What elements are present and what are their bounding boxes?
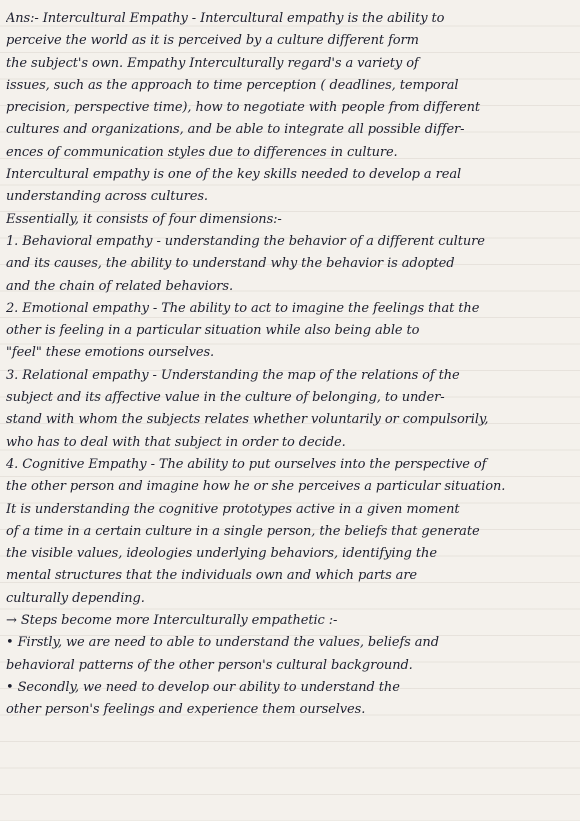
note-line: the subject's own. Empathy Interculturally regard's a variety of	[6, 55, 419, 71]
note-line: of a time in a certain culture in a single person, the beliefs that generate	[6, 523, 480, 539]
note-line: • Firstly, we are need to able to understand the values, beliefs and	[6, 635, 439, 651]
note-line: 3. Relational empathy - Understanding the map of the relations of the	[6, 367, 460, 383]
note-line: behavioral patterns of the other person's cultural background.	[6, 657, 413, 673]
note-line: mental structures that the individuals own and which parts are	[6, 568, 418, 584]
note-line: the visible values, ideologies underlying behaviors, identifying the	[6, 546, 437, 562]
note-line: other person's feelings and experience them ourselves.	[6, 702, 366, 718]
note-line: subject and its affective value in the culture of belonging, to under-	[6, 390, 445, 406]
note-line: other is feeling in a particular situation while also being able to	[6, 323, 420, 339]
note-line: Intercultural empathy is one of the key skills needed to develop a real	[6, 167, 462, 183]
note-line: Ans:- Intercultural Empathy - Intercultural empathy is the ability to	[6, 11, 445, 26]
note-line: the other person and imagine how he or she perceives a particular situation.	[6, 479, 506, 495]
note-line: 2. Emotional empathy - The ability to act to imagine the feelings that the	[6, 300, 480, 316]
note-line: and the chain of related behaviors.	[6, 278, 234, 294]
note-line: Essentially, it consists of four dimensions:-	[6, 211, 282, 227]
note-line: It is understanding the cognitive prototypes active in a given moment	[6, 501, 460, 517]
note-line: ences of communication styles due to differences in culture.	[6, 144, 398, 160]
note-line: and its causes, the ability to understand why the behavior is adopted	[6, 256, 455, 272]
note-line: cultures and organizations, and be able to integrate all possible differ-	[6, 122, 465, 138]
note-line: precision, perspective time), how to negotiate with people from different	[6, 100, 480, 116]
note-line: perceive the world as it is perceived by a culture different form	[6, 33, 419, 49]
note-line: • Secondly, we need to develop our ability to understand the	[6, 679, 400, 695]
note-line: 4. Cognitive Empathy - The ability to put ourselves into the perspective of	[6, 456, 487, 472]
note-line: culturally depending.	[6, 590, 145, 606]
note-line: → Steps become more Interculturally empathetic :-	[6, 613, 338, 629]
note-line: "feel" these emotions ourselves.	[6, 345, 215, 361]
note-line: understanding across cultures.	[6, 189, 208, 205]
note-line: who has to deal with that subject in order to decide.	[6, 434, 346, 450]
note-line: issues, such as the approach to time perception ( deadlines, temporal	[6, 77, 459, 93]
note-line: 1. Behavioral empathy - understanding the behavior of a different culture	[6, 233, 485, 249]
note-line: stand with whom the subjects relates whether voluntarily or compulsorily,	[6, 412, 489, 428]
